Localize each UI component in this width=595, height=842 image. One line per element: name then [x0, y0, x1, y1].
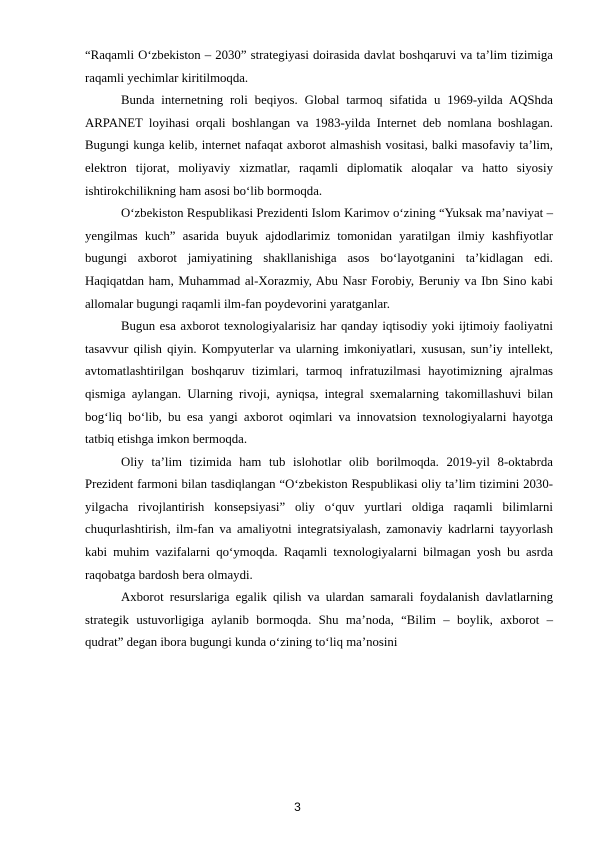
paragraph-1: “Raqamli O‘zbekiston – 2030” strategiyasi doirasida davlat boshqaruvi va ta’lim tizimiga raqamli yechimlar kiritilmoqda. [85, 48, 553, 85]
paragraph-2: Bunda internetning roli beqiyos. Global tarmoq sifatida u 1969-yilda AQShda ARPANET loyihasi orqali boshlangan va 1983-yilda Internet deb nomlana boshlagan. Bugungi kunga kelib, internet nafaqat axborot almashish vositasi, balki masofaviy ta’lim, elektron tijorat, moliyaviy xizmatlar, raqamli diplomatik aloqalar va hatto siyosiy ishtirokchilikning ham asosi bo‘lib bormoqda. [85, 93, 553, 198]
paragraph-3: O‘zbekiston Respublikasi Prezidenti Islom Karimov o‘zining “Yuksak ma’naviyat – yengilmas kuch” asarida buyuk ajdodlarimiz tomonidan yaratilgan ilmiy kashfiyotlar bugungi axborot jamiyatining shakllanishiga asos bo‘layotganini ta’kidlagan edi. Haqiqatdan ham, Muhammad al-Xorazmiy, Abu Nasr Forobiy, Beruniy va Ibn Sino kabi allomalar bugungi raqamli ilm-fan poydevorini yaratganlar. [85, 206, 553, 311]
document-body [85, 44, 553, 654]
paragraph-6: Axborot resurslariga egalik qilish va ulardan samarali foydalanish davlatlarning strategik ustuvorligiga aylanib bormoqda. Shu ma’noda, “Bilim – boylik, axborot – qudrat” degan ibora bugungi kunda o‘zining to‘liq ma’nosini [85, 590, 553, 650]
paragraph-5: Oliy ta’lim tizimida ham tub islohotlar olib borilmoqda. 2019-yil 8-oktabrda Prezident farmoni bilan tasdiqlangan “O‘zbekiston Respublikasi oliy ta’lim tizimini 2030-yilgacha rivojlantirish konsepsiyasi” oliy o‘quv yurtlari oldiga raqamli bilimlarni chuqurlashtirish, ilm-fan va amaliyotni integratsiyalash, zamonaviy kadrlarni tayyorlash kabi muhim vazifalarni qo‘ymoqda. Raqamli texnologiyalarni bilmagan yosh bu asrda raqobatga bardosh bera olmaydi. [85, 454, 553, 582]
paragraph-4: Bugun esa axborot texnologiyalarisiz har qanday iqtisodiy yoki ijtimoiy faoliyatni tasavvur qilish qiyin. Kompyuterlar va ularning imkoniyatlari, xususan, sun’iy intellekt, avtomatlashtirilgan boshqaruv tizimlari, tarmoq infratuzilmasi hayotimizning ajralmas qismiga aylangan. Ularning rivoji, ayniqsa, integral sxemalarning takomillashuvi bilan bog‘liq bo‘lib, bu esa yangi axborot oqimlari va innovatsion texnologiyalarni hayotga tatbiq etishga imkon bermoqda. [85, 319, 553, 447]
page-number: 3 [294, 800, 301, 814]
